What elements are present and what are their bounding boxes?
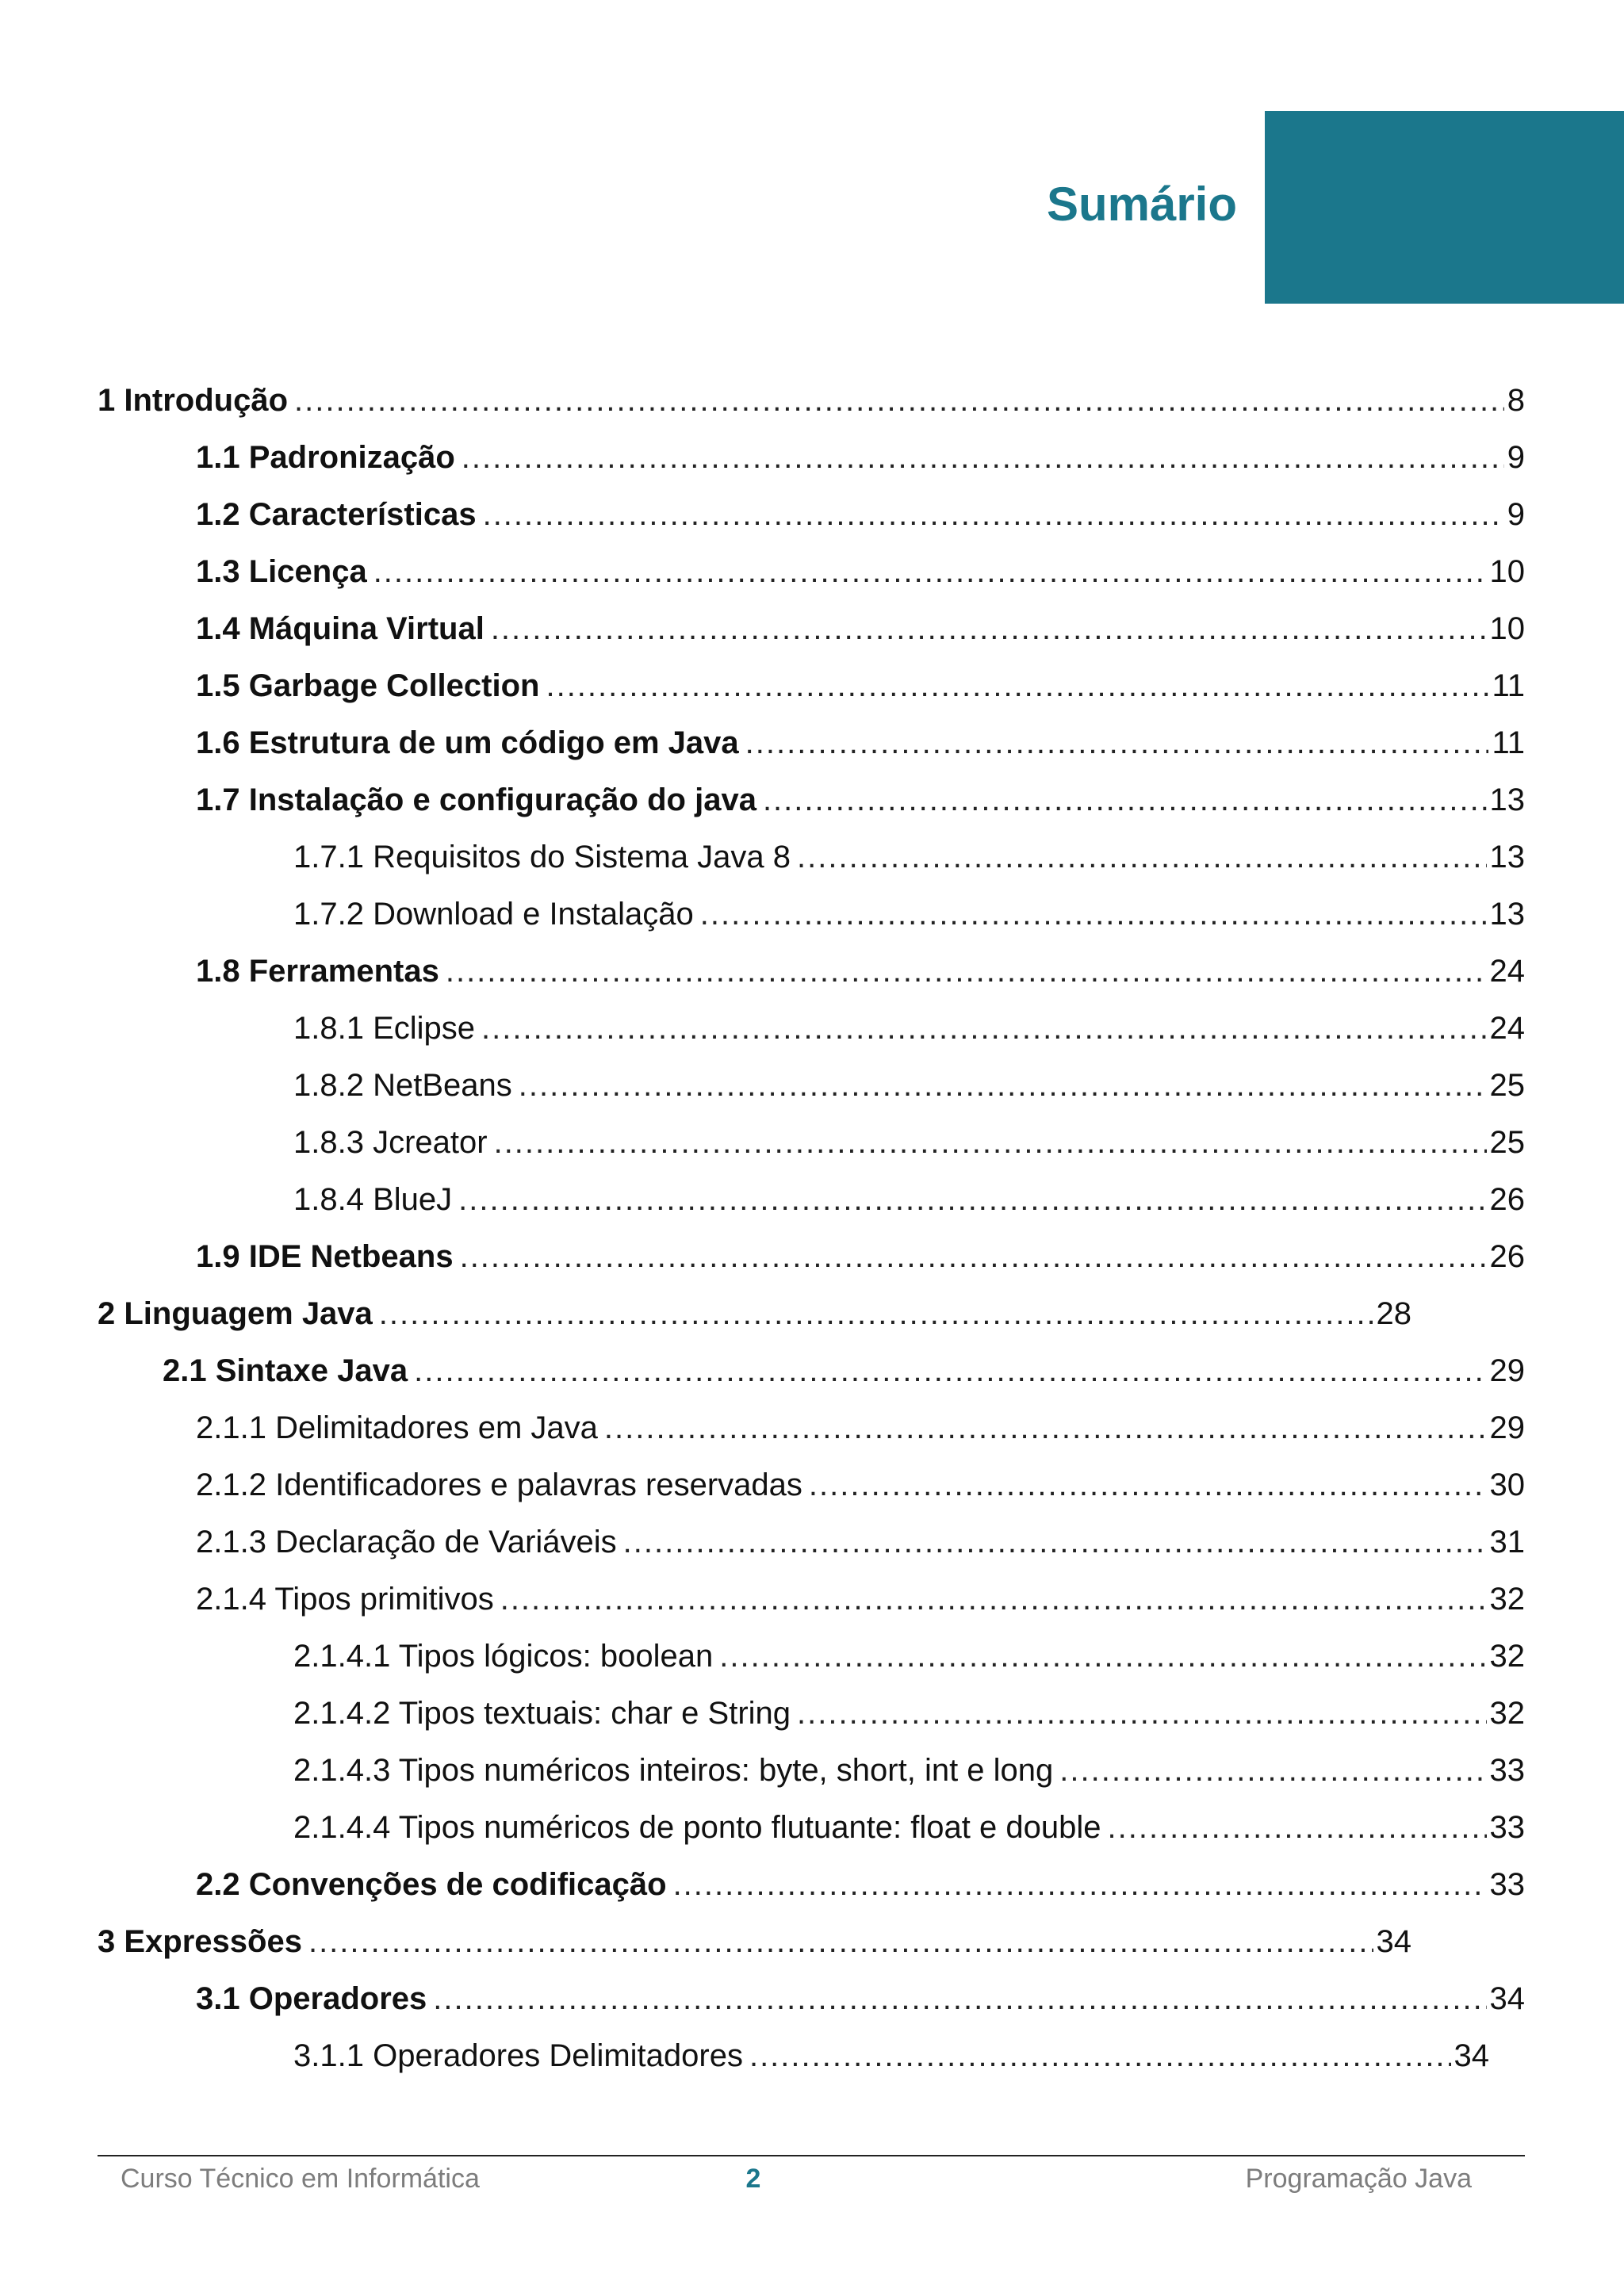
toc-entry[interactable] <box>98 1918 1411 1965</box>
toc-dot-leader <box>745 719 1489 767</box>
toc-entry-page: 29 <box>1489 1410 1525 1445</box>
toc-dot-leader <box>604 1404 1487 1452</box>
toc-entry-label: 1.8.1 Eclipse <box>293 1011 476 1046</box>
toc-entry-page: 34 <box>1376 1924 1411 1959</box>
toc-entry-label: 2.1.4.2 Tipos textuais: char e String <box>293 1696 791 1731</box>
toc-dot-leader <box>749 2032 1451 2080</box>
toc-entry-page: 10 <box>1489 554 1525 589</box>
toc-entry-label: 2.1.3 Declaração de Variáveis <box>196 1525 617 1559</box>
toc-entry-page: 10 <box>1489 611 1525 646</box>
toc-entry-page: 28 <box>1376 1296 1411 1331</box>
toc-entry-label: 1.8.4 BlueJ <box>293 1182 453 1217</box>
toc-entry-page: 33 <box>1489 1810 1525 1845</box>
toc-dot-leader <box>797 1689 1486 1737</box>
toc-entry-page: 29 <box>1489 1353 1525 1388</box>
toc-entry-label: 1.4 Máquina Virtual <box>196 611 485 646</box>
toc-entry-label: 1.5 Garbage Collection <box>196 668 540 703</box>
toc-dot-leader <box>379 1290 1373 1337</box>
toc-entry-page: 34 <box>1454 2038 1489 2073</box>
toc-entry[interactable] <box>196 434 1525 481</box>
toc-entry-page: 13 <box>1489 840 1525 874</box>
toc-entry-label: 2 Linguagem Java <box>98 1296 373 1331</box>
toc-entry-label: 1.7.2 Download e Instalação <box>293 897 694 932</box>
toc-entry-label: 1.9 IDE Netbeans <box>196 1239 454 1274</box>
toc-entry[interactable] <box>293 2032 1489 2080</box>
toc-entry[interactable] <box>196 719 1525 767</box>
footer-divider <box>98 2155 1525 2156</box>
toc-dot-leader <box>763 776 1487 824</box>
toc-entry-page: 8 <box>1507 383 1525 418</box>
toc-dot-leader <box>719 1632 1486 1680</box>
toc-dot-leader <box>673 1861 1487 1908</box>
toc-entry[interactable] <box>196 548 1525 595</box>
toc-entry-page: 32 <box>1489 1582 1525 1617</box>
toc-dot-leader <box>460 1233 1487 1280</box>
toc-entry[interactable] <box>196 1404 1525 1452</box>
toc-entry[interactable] <box>98 1290 1411 1337</box>
toc-dot-leader <box>500 1575 1487 1623</box>
toc-entry-page: 11 <box>1492 668 1525 703</box>
toc-entry-label: 1.6 Estrutura de um código em Java <box>196 725 739 760</box>
toc-entry-page: 33 <box>1489 1867 1525 1902</box>
toc-entry[interactable] <box>196 1975 1525 2022</box>
footer-subject: Programação Java <box>1245 2164 1472 2194</box>
toc-entry-label: 2.1.4.1 Tipos lógicos: boolean <box>293 1639 714 1674</box>
toc-entry-label: 2.1.4 Tipos primitivos <box>196 1582 494 1617</box>
toc-entry[interactable] <box>163 1347 1525 1395</box>
toc-dot-leader <box>623 1518 1487 1566</box>
toc-entry[interactable] <box>293 1804 1525 1851</box>
toc-entry-label: 1.1 Padronização <box>196 440 455 475</box>
toc-dot-leader <box>797 833 1486 881</box>
toc-entry-page: 26 <box>1489 1182 1525 1217</box>
toc-entry[interactable] <box>196 1461 1525 1509</box>
toc-entry-label: 3 Expressões <box>98 1924 302 1959</box>
toc-entry-page: 25 <box>1489 1125 1525 1160</box>
toc-entry[interactable] <box>196 605 1525 652</box>
toc-dot-leader <box>546 662 1488 710</box>
toc-entry-page: 24 <box>1489 954 1525 989</box>
toc-entry[interactable] <box>293 1632 1525 1680</box>
toc-dot-leader <box>491 605 1487 652</box>
toc-entry-label: 1.7.1 Requisitos do Sistema Java 8 <box>293 840 791 874</box>
toc-entry[interactable] <box>98 377 1525 424</box>
toc-entry-label: 1.8.3 Jcreator <box>293 1125 488 1160</box>
toc-dot-leader <box>373 548 1487 595</box>
toc-entry-label: 2.1.4.3 Tipos numéricos inteiros: byte, short, int e long <box>293 1753 1054 1788</box>
toc-entry-label: 1 Introdução <box>98 383 289 418</box>
toc-dot-leader <box>483 491 1504 538</box>
footer-course: Curso Técnico em Informática <box>121 2164 480 2194</box>
toc-entry[interactable] <box>293 1062 1525 1109</box>
toc-dot-leader <box>446 947 1487 995</box>
toc-entry[interactable] <box>293 1747 1525 1794</box>
toc-entry-label: 1.3 Licença <box>196 554 367 589</box>
toc-dot-leader <box>519 1062 1487 1109</box>
toc-entry-label: 2.1 Sintaxe Java <box>163 1353 408 1388</box>
toc-entry-page: 13 <box>1489 897 1525 932</box>
toc-dot-leader <box>462 434 1504 481</box>
toc-dot-leader <box>1107 1804 1486 1851</box>
toc-entry[interactable] <box>293 890 1525 938</box>
toc-dot-leader <box>700 890 1487 938</box>
toc-dot-leader <box>809 1461 1487 1509</box>
toc-entry[interactable] <box>196 776 1525 824</box>
toc-entry[interactable] <box>196 491 1525 538</box>
toc-entry[interactable] <box>293 1119 1525 1166</box>
toc-entry-page: 13 <box>1489 783 1525 817</box>
toc-entry-label: 3.1.1 Operadores Delimitadores <box>293 2038 743 2073</box>
header-color-block <box>1265 111 1624 304</box>
page-title: Sumário <box>1046 178 1237 231</box>
toc-entry[interactable] <box>293 1689 1525 1737</box>
toc-entry-page: 24 <box>1489 1011 1525 1046</box>
toc-entry-label: 2.2 Convenções de codificação <box>196 1867 667 1902</box>
toc-entry-page: 31 <box>1489 1525 1525 1559</box>
toc-entry-page: 32 <box>1489 1639 1525 1674</box>
toc-entry-page: 32 <box>1489 1696 1525 1731</box>
toc-entry-page: 9 <box>1507 440 1525 475</box>
toc-entry[interactable] <box>196 1518 1525 1566</box>
toc-dot-leader <box>494 1119 1487 1166</box>
toc-entry-page: 26 <box>1489 1239 1525 1274</box>
toc-entry-page: 34 <box>1489 1981 1525 2016</box>
toc-entry-label: 2.1.2 Identificadores e palavras reservadas <box>196 1468 802 1502</box>
toc-entry[interactable] <box>196 1861 1525 1908</box>
toc-dot-leader <box>458 1176 1486 1223</box>
toc-entry-label: 3.1 Operadores <box>196 1981 427 2016</box>
toc-entry[interactable] <box>293 833 1525 881</box>
toc-entry-page: 9 <box>1507 497 1525 532</box>
toc-entry[interactable] <box>293 1004 1525 1052</box>
toc-entry[interactable] <box>293 1176 1525 1223</box>
toc-entry-label: 1.8 Ferramentas <box>196 954 439 989</box>
toc-entry-page: 11 <box>1492 725 1525 760</box>
toc-entry-label: 1.2 Características <box>196 497 477 532</box>
toc-entry-label: 1.8.2 NetBeans <box>293 1068 512 1103</box>
toc-entry[interactable] <box>196 1575 1525 1623</box>
toc-dot-leader <box>414 1347 1486 1395</box>
toc-entry-page: 25 <box>1489 1068 1525 1103</box>
toc-dot-leader <box>481 1004 1486 1052</box>
toc-dot-leader <box>294 377 1504 424</box>
footer-page-number: 2 <box>745 2164 761 2194</box>
toc-entry-page: 33 <box>1489 1753 1525 1788</box>
toc-entry[interactable] <box>196 662 1525 710</box>
toc-entry-label: 2.1.1 Delimitadores em Java <box>196 1410 598 1445</box>
toc-entry[interactable] <box>196 1233 1525 1280</box>
toc-entry-label: 2.1.4.4 Tipos numéricos de ponto flutuante: float e double <box>293 1810 1101 1845</box>
toc-dot-leader <box>1059 1747 1486 1794</box>
toc-dot-leader <box>433 1975 1486 2022</box>
toc-entry[interactable] <box>196 947 1525 995</box>
toc-entry-page: 30 <box>1489 1468 1525 1502</box>
toc-dot-leader <box>308 1918 1373 1965</box>
toc-entry-label: 1.7 Instalação e configuração do java <box>196 783 756 817</box>
